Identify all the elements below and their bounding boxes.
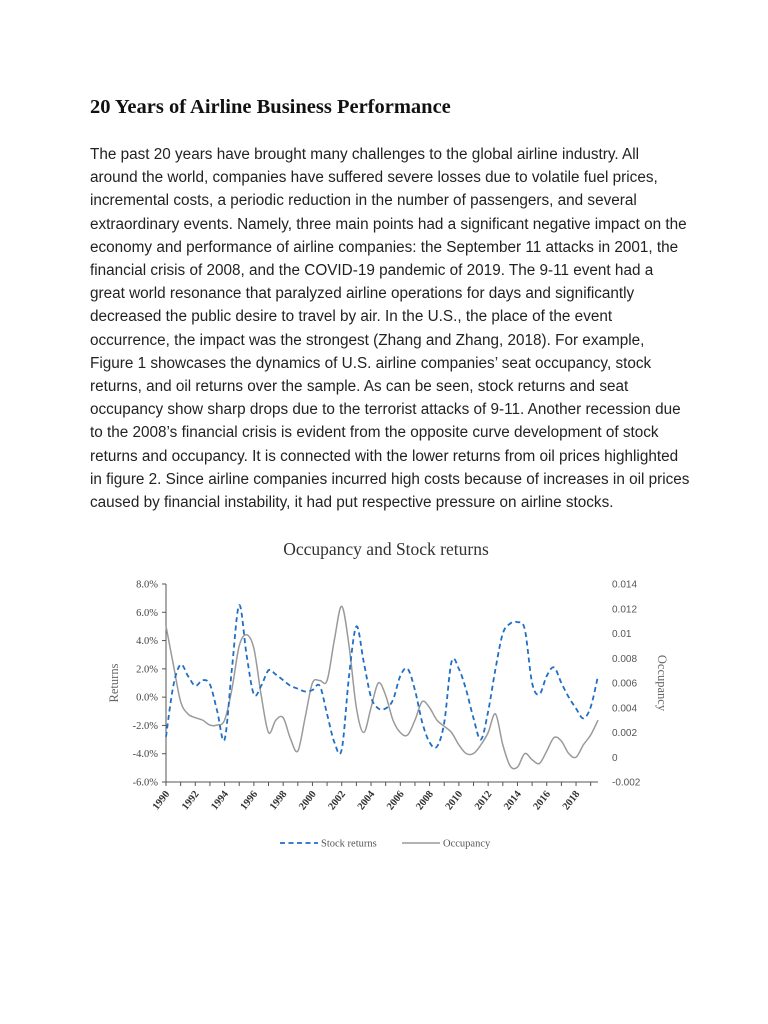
y2-tick-label: -0.002	[612, 777, 641, 789]
x-tick-label: 2014	[502, 789, 524, 813]
y-tick-label: -4.0%	[132, 749, 158, 761]
legend-label-stock-returns: Stock returns	[321, 838, 377, 850]
x-tick-label: 2008	[414, 789, 436, 813]
chart-title: Occupancy and Stock returns	[283, 539, 489, 559]
y-tick-label: 4.0%	[136, 636, 158, 648]
y2-tick-label: 0.004	[612, 703, 638, 715]
y2-tick-label: 0.002	[612, 728, 638, 739]
y-tick-label: 0.0%	[136, 692, 158, 704]
y2-tick-label: 0.008	[612, 653, 638, 665]
y-tick-label: 2.0%	[136, 664, 158, 676]
y2-tick-label: 0.006	[612, 678, 638, 690]
y2-tick-label: 0.012	[612, 604, 638, 616]
x-tick-label: 2016	[531, 789, 554, 813]
document-title: 20 Years of Airline Business Performance	[90, 96, 451, 118]
y2-tick-label: 0	[612, 752, 618, 764]
legend-label-occupancy: Occupancy	[443, 838, 491, 850]
stock-returns-series-line	[166, 605, 598, 754]
body-paragraph: The past 20 years have brought many challenges to the global airline industry. All around the world, companies have suffered severe losses due to volatile fuel prices, incremental costs, a periodic reduction in the number of passengers, and several extraordinary events. Namely, three main points had a significant negative impact on the economy and performance of airline companies: the September 11 attacks in 2001, the financial crisis of 2008, and the COVID-19 pandemic of 2019. The 9-11 event had a great world resonance that paralyzed airline operations for days and significantly decreased the public desire to travel by air. In the U.S., the place of the event occurrence, the impact was the strongest (Zhang and Zhang, 2018). For example, Figure 1 showcases the dynamics of U.S. airline companies’ seat occupancy, stock returns, and oil returns over the sample. As can be seen, stock returns and seat occupancy show sharp drops due to the terrorist attacks of 9-11. Another recession due to the 2008’s financial crisis is evident from the opposite curve development of stock returns and occupancy. It is connected with the lower returns from oil prices highlighted in figure 2. Since airline companies incurred high costs because of increases in oil prices caused by financial instability, it had put respective pressure on airline stocks.	[90, 146, 690, 512]
x-tick-label: 2018	[560, 789, 583, 813]
x-tick-label: 2002	[326, 789, 349, 813]
y-tick-label: 8.0%	[136, 579, 158, 591]
x-tick-label: 1998	[267, 789, 290, 813]
y-axis-title: Returns	[107, 663, 121, 703]
x-tick-label: 1994	[209, 789, 231, 813]
x-tick-label: 1996	[238, 789, 261, 813]
x-tick-label: 1992	[180, 789, 202, 813]
x-tick-label: 2006	[385, 789, 407, 813]
y-tick-label: -6.0%	[132, 777, 158, 789]
y-tick-label: 6.0%	[136, 607, 158, 619]
y2-tick-label: 0.01	[612, 629, 632, 640]
x-tick-label: 2010	[443, 789, 466, 813]
y-tick-label: -2.0%	[132, 720, 158, 732]
y2-tick-label: 0.014	[612, 579, 638, 591]
y2-axis-title: Occupancy	[655, 654, 669, 712]
x-tick-label: 2004	[355, 789, 378, 813]
x-tick-label: 2000	[297, 789, 319, 813]
x-tick-label: 1990	[150, 789, 173, 813]
x-tick-label: 2012	[472, 789, 495, 813]
occupancy-stock-chart	[0, 530, 768, 860]
